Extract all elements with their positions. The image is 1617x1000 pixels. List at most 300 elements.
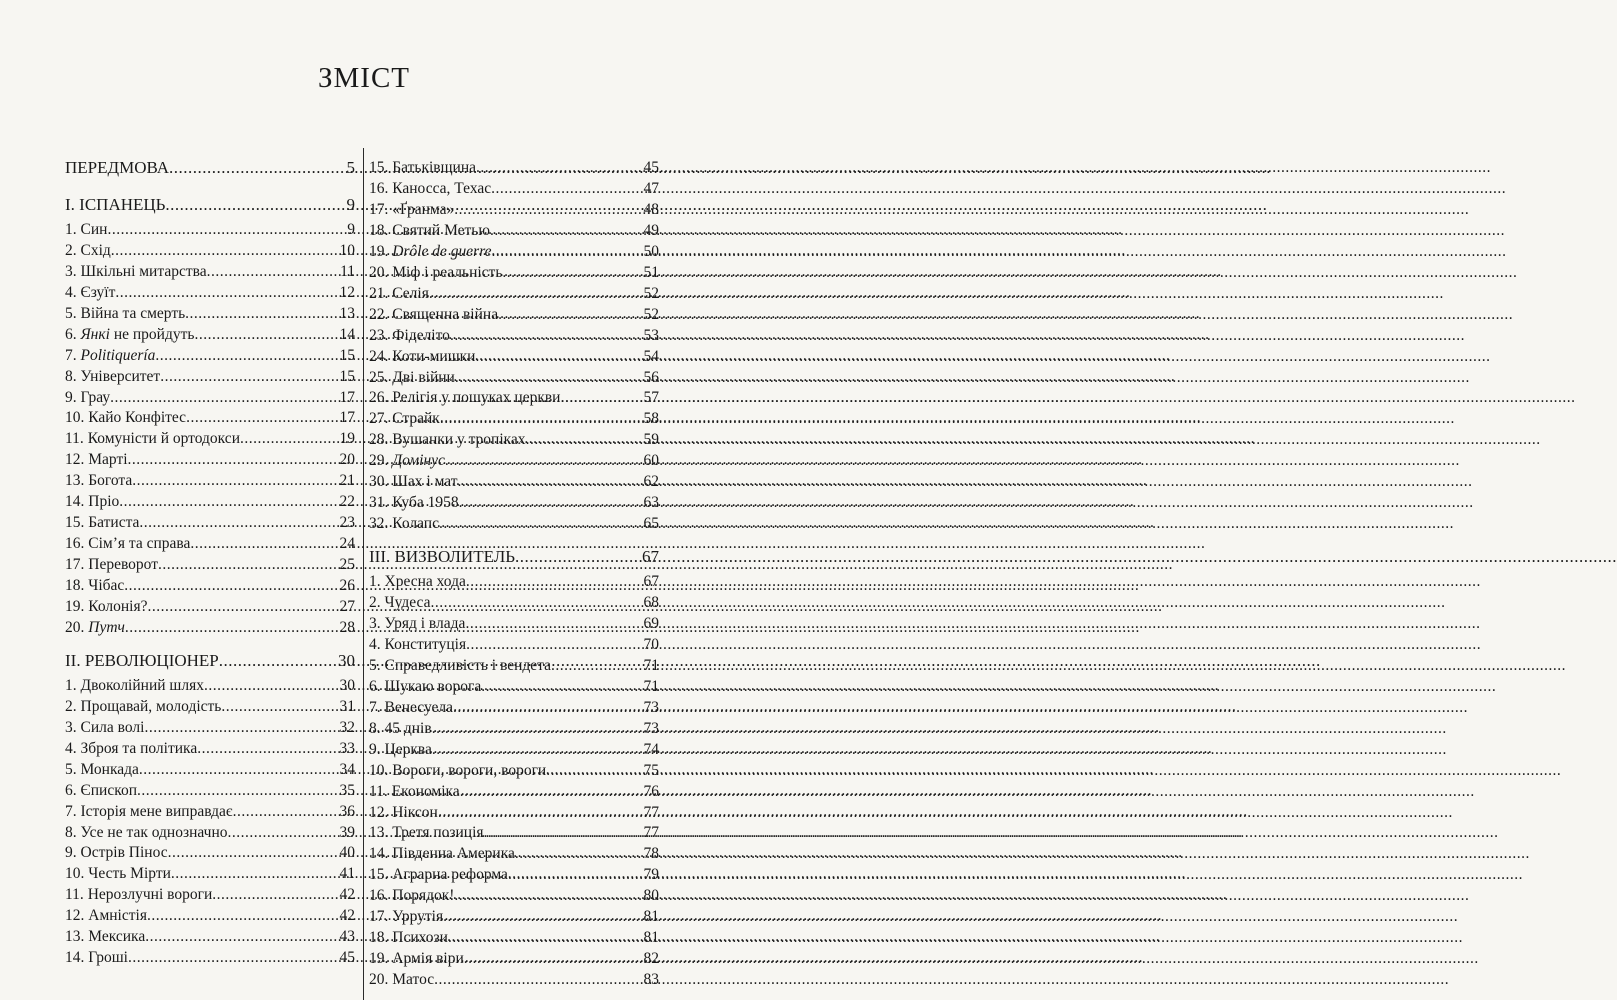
toc-entry-number: 10.: [369, 761, 393, 779]
toc-entry-number: 17.: [369, 200, 393, 218]
toc-entry-number: 2.: [65, 241, 81, 259]
toc-entry-title: [65, 220, 107, 240]
toc-entry-title: [65, 195, 165, 215]
toc-entry-text: Уррутія: [392, 908, 444, 926]
dot-leader: [110, 388, 339, 408]
toc-entry-text: Монкада: [80, 760, 139, 778]
toc-entry-text: Прощавай, молодість: [80, 697, 222, 715]
page-title: ЗМІСТ: [317, 62, 411, 94]
toc-entry-title: [369, 865, 508, 885]
toc-entry-text: Шах і мат: [392, 473, 458, 491]
toc-page-number: 30: [339, 676, 355, 694]
toc-entry-number: 31.: [369, 494, 393, 512]
toc-page-number: 9: [346, 194, 355, 214]
toc-page-number: 69: [643, 614, 659, 632]
toc-entry-title: [65, 948, 128, 968]
toc-entry-text: Амністія: [88, 907, 147, 925]
toc-entry-text: Конституція: [384, 635, 467, 653]
toc-entry-number: 7.: [369, 698, 385, 716]
toc-entry-title: [369, 493, 459, 513]
toc-entry-title: [65, 843, 168, 863]
toc-entry-title: [65, 513, 139, 533]
toc-page-number: 47: [643, 179, 659, 197]
toc-entry-text: Путч: [88, 618, 125, 636]
toc-entry-text: Колапс: [392, 515, 439, 533]
toc-entry-number: 14.: [65, 493, 89, 511]
toc-entry: [65, 388, 355, 408]
toc-entry: [369, 677, 659, 697]
toc-page-number: 80: [643, 887, 659, 905]
toc-entry-title: [65, 534, 190, 554]
toc-page-number: 45: [643, 159, 659, 176]
toc-entry: [65, 618, 355, 638]
toc-entry-text: Психози: [392, 929, 448, 947]
dot-leader: [455, 368, 644, 388]
dot-leader: [443, 907, 643, 927]
toc-entry-title: [369, 242, 492, 262]
toc-entry-title: [369, 347, 475, 367]
toc-page-number: 71: [643, 656, 659, 674]
toc-entry: [65, 325, 355, 345]
toc-entry-text: ІІ. РЕВОЛЮЦІОНЕР: [65, 650, 219, 670]
toc-entry-text: Грау: [80, 388, 111, 406]
toc-entry-title: [369, 388, 560, 408]
dot-leader: [560, 388, 643, 408]
toc-entry-text: І. ІСПАНЕЦЬ: [65, 194, 166, 214]
dot-leader: [515, 844, 644, 864]
toc-entry: [65, 906, 355, 926]
toc-page-number: 77: [643, 803, 659, 821]
toc-entry-title: [65, 760, 139, 780]
toc-entry-number: 14.: [65, 949, 89, 967]
dot-leader: [440, 409, 644, 429]
toc-entry-number: 23.: [369, 326, 393, 344]
toc-entry-number: 13.: [369, 824, 393, 842]
toc-entry-text: Гроші: [88, 949, 128, 967]
toc-entry-title: [369, 719, 432, 739]
toc-page-number: 58: [643, 410, 659, 428]
dot-leader: [465, 614, 643, 634]
toc-entry-text: Міф і реальність: [392, 263, 503, 281]
toc-entry-text: Чудеса: [384, 594, 431, 611]
dot-leader: [476, 158, 643, 178]
toc-page-number: 51: [643, 263, 659, 281]
toc-entry: [369, 782, 659, 802]
dot-leader: [466, 635, 643, 655]
toc-entry-title: [369, 326, 450, 346]
toc-entry: [65, 718, 355, 738]
toc-entry-text: Сім’я та справа: [88, 535, 191, 553]
toc-entry: [369, 907, 659, 927]
dot-leader: [515, 547, 642, 567]
toc-entry-number: 19.: [369, 242, 393, 260]
toc-page-number: 32: [339, 718, 355, 736]
toc-page-number: 17: [339, 409, 355, 427]
toc-entry-number: 8.: [65, 823, 81, 841]
toc-entry-number: 15.: [65, 514, 89, 532]
dot-leader: [430, 593, 643, 613]
toc-page-number: 40: [339, 844, 355, 862]
toc-entry-text: Богота: [88, 472, 133, 490]
toc-entry-number: 2.: [369, 594, 385, 611]
toc-entry-number: 5.: [65, 760, 81, 778]
dot-leader: [475, 347, 643, 367]
toc-entry-number: 1.: [369, 573, 385, 591]
toc-entry-title: [369, 656, 551, 676]
toc-entry-number: 32.: [369, 515, 393, 533]
toc-page-number: 77: [643, 824, 659, 842]
toc-entry-title: [369, 740, 432, 760]
toc-entry: [369, 761, 659, 781]
toc-entry-text: Мексика: [88, 928, 146, 946]
dot-leader: [147, 597, 339, 617]
toc-entry-text: Хресна хода: [384, 573, 466, 591]
toc-entry: [369, 242, 659, 262]
toc-entry-title: [65, 718, 144, 738]
toc-page-number: 54: [643, 347, 659, 365]
dot-leader: [448, 928, 644, 948]
toc-entry-text: Матос: [392, 971, 435, 989]
toc-entry: [369, 263, 659, 283]
toc-entry: [369, 430, 659, 450]
dot-leader: [502, 263, 643, 283]
toc-entry-number: 20.: [369, 971, 393, 989]
toc-entry-text: Армія віри: [392, 950, 464, 968]
toc-entry-number: 5.: [369, 656, 385, 674]
toc-entry-number: 19.: [65, 598, 89, 615]
toc-page-number: 52: [643, 305, 659, 323]
toc-entry: [369, 514, 659, 534]
toc-entry-number: 3.: [65, 262, 81, 280]
toc-entry-title: [369, 409, 440, 429]
toc-page-number: 49: [643, 221, 659, 239]
toc-entry-text: Каносса, Техас: [392, 179, 492, 197]
toc-entry-number: 30.: [369, 473, 393, 491]
toc-entry-text: Честь Мірти: [88, 865, 171, 883]
toc-entry-title: [369, 907, 443, 927]
toc-entry-title: [369, 514, 439, 534]
toc-entry: [369, 221, 659, 241]
toc-section-heading: [65, 651, 355, 671]
toc-entry-number: 17.: [369, 908, 393, 926]
dot-leader: [546, 761, 643, 781]
toc-page-number: 79: [643, 866, 659, 884]
toc-entry: [369, 179, 659, 199]
toc-entry-title: [65, 885, 212, 905]
toc-entry-text: «Ґранма»: [392, 200, 455, 218]
dot-leader: [194, 325, 339, 345]
toc-page-number: 25: [339, 556, 355, 574]
toc-page-number: 43: [339, 928, 355, 946]
toc-page-number: 35: [339, 781, 355, 799]
toc-entry-number: 18.: [369, 221, 393, 239]
dot-leader: [212, 885, 339, 905]
toc-page-number: 42: [339, 886, 355, 904]
dot-leader: [171, 864, 340, 884]
toc-entry: [65, 241, 355, 261]
toc-page-number: 14: [339, 325, 355, 343]
toc-entry-number: 1.: [65, 220, 81, 238]
toc-entry-text: Порядок!: [392, 887, 455, 905]
toc-entry-number: 2.: [65, 697, 81, 715]
dot-leader: [551, 656, 644, 676]
toc-entry-number: 9.: [65, 388, 81, 406]
dot-leader: [484, 823, 644, 843]
toc-page-number: 41: [339, 865, 355, 883]
toc-entry-title: [65, 651, 219, 671]
toc-entry-number: 6.: [369, 677, 385, 695]
toc-entry-title: [369, 782, 460, 802]
toc-entry-text: Схід: [80, 241, 111, 259]
toc-entry: [65, 283, 355, 303]
toc-entry-text: Пріо: [88, 493, 120, 511]
toc-entry: [369, 719, 659, 739]
dot-leader: [137, 781, 340, 801]
dot-leader: [492, 242, 644, 262]
dot-leader: [466, 572, 644, 592]
toc-entry-text: Переворот: [88, 556, 158, 574]
toc-entry-number: 11.: [65, 430, 88, 448]
toc-entry-text: Нерозлучні вороги: [87, 886, 213, 904]
toc-page-number: 74: [643, 740, 659, 758]
toc-entry: [369, 928, 659, 948]
toc-page-number: 57: [643, 389, 659, 407]
toc-entry-suffix: не пройдуть: [109, 325, 195, 343]
dot-leader: [459, 493, 644, 513]
toc-page-number: 17: [339, 388, 355, 406]
dot-leader: [197, 739, 339, 759]
toc-entry: [369, 493, 659, 513]
dot-leader: [145, 927, 339, 947]
toc-entry-text: Куба 1958: [392, 494, 459, 512]
toc-page-number: 82: [643, 950, 659, 968]
toc-entry-number: 21.: [369, 284, 393, 302]
toc-entry: [65, 304, 355, 324]
dot-leader: [139, 760, 340, 780]
toc-entry-text: Святий Метью: [392, 221, 490, 239]
dot-leader: [221, 697, 339, 717]
toc-entry: [369, 823, 659, 843]
toc-page-number: 63: [643, 494, 659, 512]
toc-entry-title: [369, 221, 490, 241]
toc-entry-title: [369, 158, 476, 178]
dot-leader: [107, 220, 347, 240]
toc-page-number: 50: [643, 242, 659, 260]
toc-entry-number: 1.: [65, 676, 81, 694]
toc-entry: [369, 656, 659, 676]
toc-section-heading: [65, 158, 355, 178]
toc-page-number: 15: [339, 346, 355, 364]
toc-page-number: 81: [643, 929, 659, 947]
toc-entry: [369, 593, 659, 613]
toc-page-number: 75: [643, 761, 659, 779]
toc-entry: [65, 492, 355, 512]
toc-entry-title: [65, 802, 233, 822]
toc-page-number: 62: [643, 473, 659, 491]
toc-entry: [65, 555, 355, 575]
toc-entry: [369, 844, 659, 864]
toc-entry-text: Уряд і влада: [384, 614, 466, 632]
toc-page-number: 30: [338, 650, 355, 670]
toc-page-number: 26: [339, 577, 355, 595]
toc-entry-text: Двоколійний шлях: [80, 676, 204, 694]
toc-entry-number: 8.: [65, 367, 81, 385]
toc-entry-text: Єзуїт: [80, 283, 116, 301]
toc-entry: [65, 843, 355, 863]
dot-leader: [219, 651, 338, 671]
toc-entry-text: Історія мене виправдає: [80, 802, 233, 820]
toc-entry: [65, 885, 355, 905]
toc-entry-title: [65, 697, 221, 717]
toc-entry-title: [65, 388, 110, 408]
toc-entry-title: [369, 761, 546, 781]
toc-entry-number: 12.: [369, 803, 393, 821]
toc-entry-text: Марті: [88, 451, 128, 469]
toc-page-number: 65: [643, 515, 659, 533]
toc-entry-title: [369, 472, 458, 492]
toc-entry-number: 10.: [65, 865, 89, 883]
toc-entry-number: 9.: [369, 740, 385, 758]
toc-entry-number: 11.: [65, 886, 88, 904]
toc-entry: [65, 864, 355, 884]
toc-entry: [65, 367, 355, 387]
toc-entry-title: [369, 305, 498, 325]
dot-leader: [464, 949, 644, 969]
toc-entry: [369, 949, 659, 969]
toc-entry-title: [369, 928, 448, 948]
toc-page-number: 5: [346, 158, 355, 177]
toc-entry-number: 4.: [65, 283, 81, 301]
dot-leader: [439, 514, 644, 534]
toc-entry-number: 24.: [369, 347, 393, 365]
toc-entry-title: [369, 572, 466, 592]
dot-leader: [481, 677, 643, 697]
toc-entry-title: [65, 158, 169, 178]
dot-leader: [453, 698, 644, 718]
toc-page-number: 23: [339, 514, 355, 532]
toc-entry: [65, 739, 355, 759]
toc-page-number: 10: [339, 241, 355, 259]
toc-entry-number: 5.: [65, 304, 81, 322]
toc-page-number: 67: [642, 547, 659, 567]
toc-entry: [65, 220, 355, 240]
toc-page-number: 73: [643, 698, 659, 716]
toc-entry-title: [65, 283, 115, 303]
toc-entry-title: [65, 241, 111, 261]
toc-entry: [65, 802, 355, 822]
toc-entry: [65, 781, 355, 801]
toc-entry: [369, 158, 659, 178]
toc-entry-text: Усе не так однозначно: [80, 823, 228, 841]
toc-entry-title: [65, 408, 186, 428]
dot-leader: [207, 262, 340, 282]
toc-entry: [369, 865, 659, 885]
toc-page-number: 52: [643, 284, 659, 302]
toc-entry-title: [65, 429, 240, 449]
toc-entry-text: Politiquería: [80, 346, 156, 364]
dot-leader: [458, 472, 644, 492]
toc-entry: [65, 471, 355, 491]
dot-leader: [498, 305, 643, 325]
toc-entry-text: Фіделіто: [392, 326, 450, 344]
toc-page-number: 48: [643, 200, 659, 218]
toc-entry: [65, 760, 355, 780]
dot-leader: [125, 618, 340, 638]
toc-entry-text: Чібас: [88, 577, 125, 595]
toc-entry-number: 4.: [65, 739, 81, 757]
toc-entry-number: 15.: [369, 866, 393, 884]
dot-leader: [119, 492, 339, 512]
dot-leader: [460, 782, 644, 802]
toc-page-number: 34: [339, 760, 355, 778]
dot-leader: [111, 241, 340, 261]
toc-entry-text: 45 днів: [384, 719, 432, 737]
toc-entry-title: [369, 451, 445, 471]
toc-entry: [369, 326, 659, 346]
toc-entry-number: 13.: [65, 928, 89, 946]
toc-entry-title: [369, 430, 526, 450]
dot-leader: [490, 221, 644, 241]
toc-entry-number: 20.: [65, 618, 89, 636]
toc-page-number: 15: [339, 367, 355, 385]
toc-page-number: 83: [643, 971, 659, 989]
toc-entry-number: 22.: [369, 305, 393, 323]
toc-page-number: 73: [643, 719, 659, 737]
toc-entry-text: Дві війни: [392, 368, 455, 386]
toc-entry-text: Венесуела: [384, 698, 453, 716]
toc-page-number: 20: [339, 451, 355, 469]
toc-entry-title: [65, 450, 128, 470]
toc-entry: [369, 803, 659, 823]
dot-leader: [228, 823, 340, 843]
toc-entry-number: 3.: [65, 718, 81, 736]
toc-page-number: 71: [643, 677, 659, 695]
toc-entry-title: [369, 200, 454, 220]
dot-leader: [450, 326, 644, 346]
toc-entry: [369, 284, 659, 304]
toc-entry: [369, 472, 659, 492]
dot-leader: [432, 719, 644, 739]
toc-entry-text: Янкі: [80, 325, 110, 343]
toc-entry-text: Батиста: [88, 514, 140, 532]
toc-entry-text: Економіка: [391, 782, 460, 800]
toc-entry-text: Коти-мишки: [392, 347, 476, 365]
toc-entry-title: [369, 949, 464, 969]
toc-entry-text: Південна Америка: [392, 845, 515, 863]
dot-leader: [526, 430, 644, 450]
toc-page-number: 56: [643, 368, 659, 386]
toc-page-number: 68: [643, 594, 659, 611]
toc-entry-number: 10.: [65, 409, 89, 427]
toc-entry: [65, 927, 355, 947]
toc-entry-number: 25.: [369, 368, 393, 386]
dot-leader: [169, 158, 346, 178]
toc-section-heading: [65, 195, 355, 215]
toc-entry-title: [369, 593, 430, 613]
toc-entry-text: Війна та смерть: [80, 304, 186, 322]
toc-entry: [65, 676, 355, 696]
toc-entry-title: [65, 597, 147, 617]
toc-entry-title: [369, 677, 481, 697]
toc-entry-number: 9.: [65, 844, 81, 862]
toc-entry-title: [65, 927, 145, 947]
toc-page-number: 13: [339, 304, 355, 322]
dot-leader: [155, 346, 339, 366]
toc-entry: [369, 970, 659, 990]
toc-entry-number: 6.: [65, 325, 81, 343]
dot-leader: [508, 865, 644, 885]
toc-page-number: 39: [339, 823, 355, 841]
